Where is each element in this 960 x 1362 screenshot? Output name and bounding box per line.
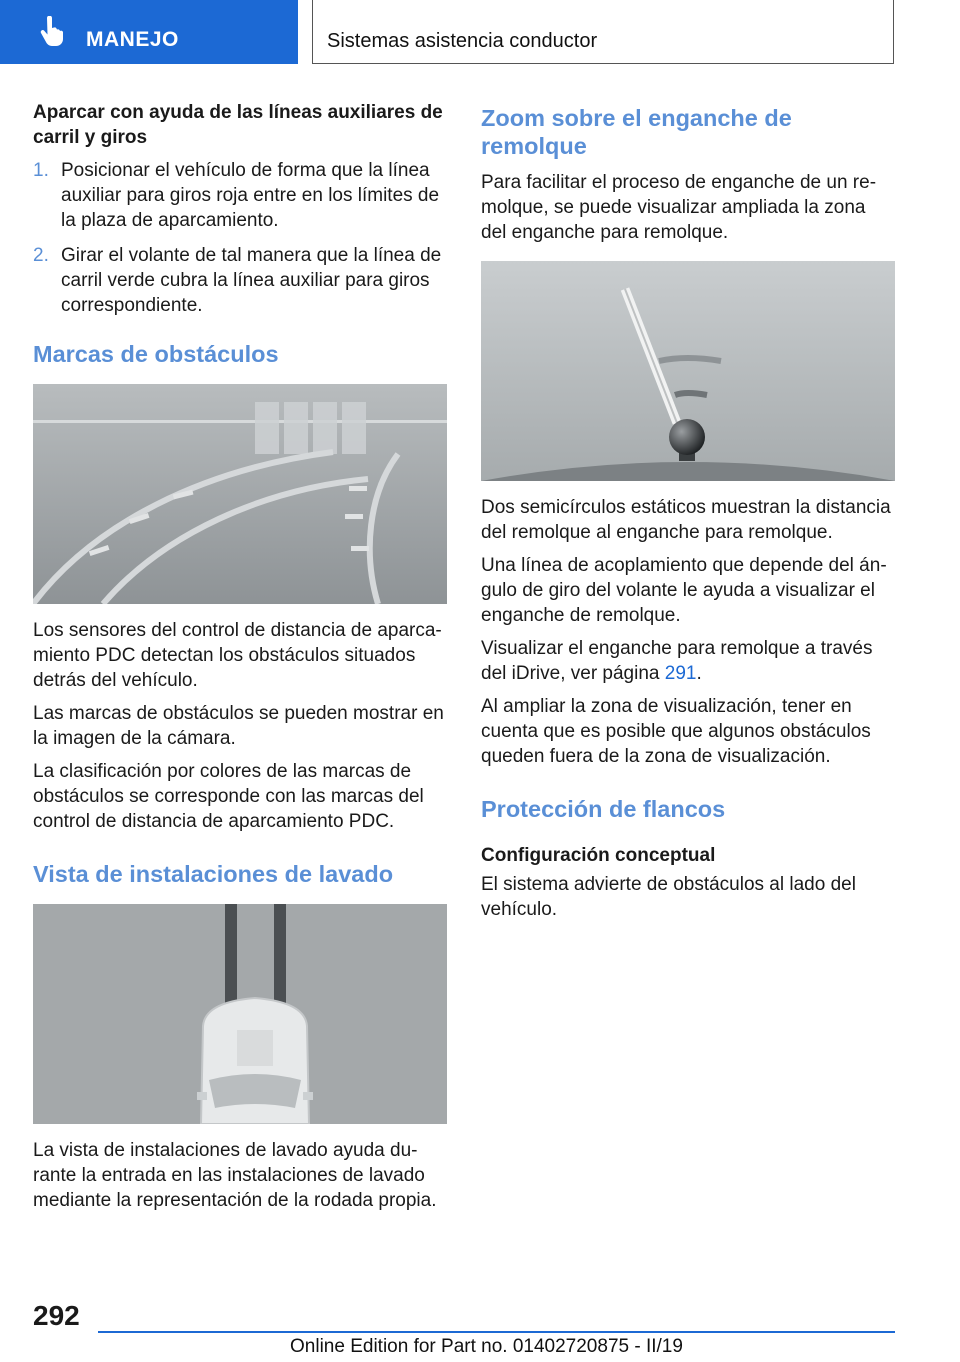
step-text: Posicionar el vehículo de forma que la línea auxiliar para giros roja entre en los límites de la plaza de aparcamiento. [61,160,440,231]
chapter-tab-label: MANEJO [86,28,179,51]
right-column [481,100,895,930]
flank-protection-paragraph: El sistema advierte de obstáculos al lado del vehículo. [481,874,856,920]
page-reference-link[interactable]: 291 [664,663,697,684]
wash-heading: Vista de instalaciones de lavado [33,861,394,887]
step-item [33,158,447,233]
step-number: 2. [33,245,49,266]
edition-footer: Online Edition for Part no. 01402720875 - II/19 [290,1336,683,1357]
zoom-paragraph: Dos semicírculos estáticos muestran la distancia del remolque al enganche para remolque. [481,497,891,543]
step-text: Girar el volante de tal manera que la línea de carril verde cubra la línea auxiliar para giros correspondiente. [61,245,442,316]
obstacles-paragraph: Los sensores del control de distancia de aparca‐miento PDC detectan los obstáculos situados detrás del vehículo. [33,620,442,691]
hand-pointer-icon [38,16,68,48]
page-number: 292 [33,1300,80,1331]
section-header [312,0,894,64]
left-column [33,100,447,1221]
auxiliary-lines-subheading: Aparcar con ayuda de las líneas auxiliares de carril y giros [33,102,443,148]
step-number: 1. [33,160,49,181]
chapter-tab[interactable] [0,0,298,64]
zoom-paragraph: Al ampliar la zona de visualización, tener en cuenta que es posible que algunos obstáculos queden fuera de la zona de visualización. [481,696,871,767]
zoom-heading: Zoom sobre el enganche de remolque [481,105,792,159]
zoom-paragraph-text: Visualizar el enganche para remolque a través del iDrive, ver página [481,638,873,684]
obstacles-paragraph: Las marcas de obstáculos se pueden mostrar en la imagen de la cámara. [33,703,444,749]
car-wash-view-figure [33,904,447,1124]
zoom-intro: Para facilitar el proceso de enganche de un re‐molque, se puede visualizar ampliada la zona del enganche para remolque. [481,172,877,243]
zoom-paragraph: Una línea de acoplamiento que depende del án‐gulo de giro del volante le ayuda a visualizar el enganche de remolque. [481,555,887,626]
section-title: Sistemas asistencia conductor [327,30,598,52]
steps-list [33,158,447,318]
zoom-paragraph-end: . [696,663,702,684]
wash-paragraph: La vista de instalaciones de lavado ayuda du‐rante la entrada en las instalaciones de lavado mediante la representación de la rodada propia. [33,1140,437,1211]
tow-hitch-zoom-figure [481,261,895,481]
zoom-paragraph [481,636,895,686]
step-item [33,243,447,318]
flank-protection-heading: Protección de flancos [481,796,726,822]
obstacle-marks-figure [33,384,447,604]
obstacles-paragraph: La clasificación por colores de las marcas de obstáculos se corresponde con las marcas del control de distancia de aparcamiento PDC. [33,761,424,832]
obstacles-heading: Marcas de obstáculos [33,341,279,367]
footer-divider [98,1331,895,1333]
flank-protection-subheading: Configuración conceptual [481,845,716,866]
